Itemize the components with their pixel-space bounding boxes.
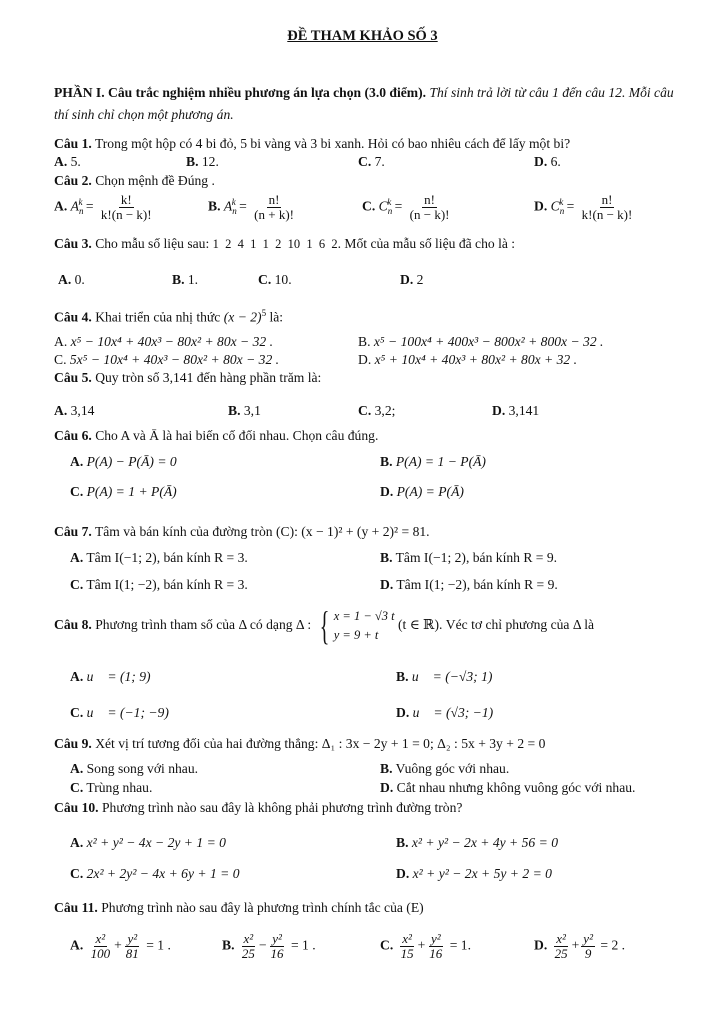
option-key: B. [228, 403, 241, 418]
q2-option-a[interactable]: A. $A_n^k$ = $\frac{k!}{k!(n - k)!}$ [54, 192, 152, 222]
question-label: Câu 7. [54, 524, 92, 539]
q6-option-c[interactable] [70, 484, 177, 500]
option-key: D. [380, 484, 394, 499]
question-tail: . Mốt của mẫu số liệu đã cho là : [337, 236, 516, 251]
option-value: 7. [374, 154, 385, 169]
option-key: B. [380, 454, 393, 469]
fraction: $\frac{\text{y²}}{16}$ [429, 931, 443, 961]
option-key: D. [400, 272, 414, 287]
option-key: D. [380, 577, 394, 592]
option-value: x² + y² − 2x + 5y + 2 = 0 [412, 866, 552, 881]
option-key: D. [380, 780, 394, 795]
option-value: 3,141 [508, 403, 540, 418]
question-5 [54, 370, 321, 386]
q6-option-a[interactable] [70, 454, 177, 470]
option-key: A. [54, 154, 68, 169]
q3-option-c[interactable] [258, 272, 292, 288]
system-line-1: x = 1 − √3 t [333, 609, 395, 623]
option-value: Trùng nhau. [86, 780, 153, 795]
option-value: 3,2; [374, 403, 396, 418]
option-key: D. [492, 403, 506, 418]
q5-option-d[interactable] [492, 403, 539, 419]
option-value: x² + y² − 4x − 2y + 1 = 0 [86, 835, 226, 850]
equation-rhs: = 1 . [290, 937, 316, 953]
option-value: Tâm I(1; −2), bán kính R = 9. [396, 577, 558, 592]
option-key: A. [58, 272, 72, 287]
q2-option-b[interactable]: B. $A_n^k$ = $\frac{n!}{(n + k)!}$ [208, 192, 294, 222]
q7-option-d[interactable] [380, 577, 558, 593]
question-text: Tâm và bán kính của đường tròn (C): (x − 1)² + (y + 2)² = 81. [94, 524, 430, 539]
part1-instruction: Thí sinh trả lời từ câu 1 đến câu 12. Mỗi câu thí sinh chỉ chọn một phương án. [54, 85, 674, 122]
question-label: Câu 2. [54, 173, 92, 188]
binomial-expression: (x − 2) [223, 309, 262, 325]
question-10 [54, 800, 462, 816]
question-text: Cho mẫu số liệu sau: [95, 236, 210, 251]
binomial-exponent: 5 [261, 308, 267, 318]
fraction: $\frac{n!}{(n - k)!}$ [409, 192, 450, 222]
option-key: D. [396, 705, 410, 720]
operator: + [417, 937, 426, 953]
fraction: $\frac{\text{x²}}{15}$ [400, 931, 414, 961]
q9-option-d[interactable] [380, 780, 635, 796]
option-key: A. [70, 835, 84, 850]
question-6 [54, 428, 378, 444]
option-key: D. [396, 866, 410, 881]
parametric-system: { x = 1 − √3 t y = 9 + t [319, 603, 395, 648]
option-key: A. [70, 454, 84, 469]
option-key: B. [208, 198, 221, 214]
option-key: C. [362, 198, 376, 214]
question-8 [54, 603, 595, 648]
q1-option-c[interactable] [358, 154, 385, 170]
question-label: Câu 4. [54, 309, 92, 325]
q11-option-c[interactable] [380, 932, 471, 960]
option-key: D. [358, 352, 372, 367]
option-value: Cắt nhau nhưng không vuông góc với nhau. [396, 780, 636, 795]
question-text: Khai triển của nhị thức [95, 309, 221, 325]
fraction: $\frac{\text{y²}}{16}$ [270, 931, 284, 961]
option-key: A. [70, 550, 84, 565]
equation-rhs: = 1 . [146, 937, 171, 953]
q5-option-a[interactable] [54, 403, 94, 419]
question-11 [54, 900, 424, 916]
option-value: 5. [70, 154, 81, 169]
question-tail: là: [269, 309, 284, 325]
question-label: Câu 3. [54, 236, 92, 251]
option-key: B. [380, 550, 393, 565]
q3-option-b[interactable] [172, 272, 198, 288]
option-key: C. [70, 577, 84, 592]
question-text: Phương trình nào sau đây là phương trình chính tắc của (E) [101, 900, 424, 915]
option-key: D. [534, 154, 548, 169]
question-text: Xét vị trí tương đối của hai đường thẳng: Δ₁ : 3x − 2y + 1 = 0; Δ₂ : 5x + 3y + 2 = 0 [95, 736, 546, 751]
question-text: Phương trình nào sau đây là không phải phương trình đường tròn? [101, 800, 463, 815]
question-9 [54, 736, 545, 752]
q3-option-a[interactable] [58, 272, 85, 288]
question-label: Câu 6. [54, 428, 92, 443]
option-value: u⃗ = (−1; −9) [86, 705, 169, 720]
q8-option-b[interactable] [396, 669, 492, 685]
formula-symbol: C [550, 198, 560, 214]
fraction: $\frac{\text{y²}}{9}$ [583, 931, 593, 961]
q10-option-c[interactable] [70, 866, 240, 882]
question-tail: (t ∈ ℝ). Véc tơ chỉ phương của Δ là [398, 617, 595, 633]
q5-option-c[interactable] [358, 403, 395, 419]
option-value: 0. [74, 272, 85, 287]
question-text: Phương trình tham số của Δ có dạng Δ : [95, 617, 312, 633]
fraction: $\frac{n!}{(n + k)!}$ [254, 192, 294, 222]
option-value: Song song với nhau. [86, 761, 199, 776]
q7-option-b[interactable] [380, 550, 557, 566]
option-key: C. [54, 352, 67, 367]
option-value: P(A) = P(Ā) [396, 484, 464, 499]
option-key: B. [380, 761, 393, 776]
option-value: x² + y² − 2x + 4y + 56 = 0 [411, 835, 558, 850]
option-value: P(A) = 1 + P(Ā) [86, 484, 177, 499]
option-value: 12. [201, 154, 219, 169]
option-value: Vuông góc với nhau. [395, 761, 510, 776]
option-key: A. [54, 334, 68, 349]
q8-option-c[interactable] [70, 705, 169, 721]
q11-option-d[interactable] [534, 932, 625, 960]
q11-option-b[interactable] [222, 932, 316, 960]
q9-option-b[interactable] [380, 761, 509, 777]
option-key: B. [186, 154, 199, 169]
part1-intro [54, 82, 674, 126]
option-key: C. [358, 154, 372, 169]
q3-option-d[interactable] [400, 272, 423, 288]
q4-option-d[interactable] [358, 352, 577, 368]
q8-option-a[interactable] [70, 669, 151, 685]
option-key: C. [70, 780, 84, 795]
option-value: Tâm I(−1; 2), bán kính R = 9. [395, 550, 558, 565]
q5-option-b[interactable] [228, 403, 261, 419]
fraction: $\frac{k!}{k!(n - k)!}$ [100, 192, 152, 222]
question-label: Câu 11. [54, 900, 98, 915]
question-text: Cho A và Ā là hai biến cố đối nhau. Chọn câu đúng. [95, 428, 379, 443]
option-value: 6. [550, 154, 561, 169]
question-label: Câu 1. [54, 136, 92, 151]
q1-option-b[interactable] [186, 154, 219, 170]
q6-option-d[interactable] [380, 484, 464, 500]
question-1 [54, 136, 570, 152]
q4-option-b[interactable] [358, 334, 603, 350]
operator: + [571, 937, 580, 953]
q7-option-a[interactable] [70, 550, 248, 566]
q9-option-a[interactable] [70, 761, 198, 777]
q7-option-c[interactable] [70, 577, 248, 593]
q10-option-a[interactable] [70, 835, 226, 851]
option-value: 1. [187, 272, 199, 287]
option-key: A. [70, 937, 84, 953]
option-key: B. [358, 334, 371, 349]
option-value: Tâm I(−1; 2), bán kính R = 3. [86, 550, 248, 565]
formula-symbol: A [70, 198, 79, 214]
question-text: Trong một hộp có 4 bi đỏ, 5 bi vàng và 3 bi xanh. Hỏi có bao nhiêu cách để lấy một bi? [94, 136, 571, 151]
q2-option-d[interactable]: D. $C_n^k$ = $\frac{n!}{k!(n - k)!}$ [534, 192, 633, 222]
option-key: C. [70, 705, 84, 720]
q10-option-d[interactable] [396, 866, 552, 882]
option-value: x⁵ − 100x⁴ + 400x³ − 800x² + 800x − 32 . [373, 334, 604, 349]
option-key: A. [54, 198, 68, 214]
option-value: 3,14 [70, 403, 95, 418]
option-key: C. [70, 484, 84, 499]
option-key: D. [534, 937, 548, 953]
q1-option-d[interactable] [534, 154, 561, 170]
formula-symbol: A [223, 198, 233, 214]
option-value: u⃗ = (√3; −1) [412, 705, 494, 720]
option-key: A. [70, 669, 84, 684]
fraction: $\frac{\text{y²}}{81}$ [125, 931, 139, 961]
equation-rhs: = 2 . [600, 937, 626, 953]
question-text: Chọn mệnh đề Đúng . [95, 173, 215, 188]
option-value: x⁵ − 10x⁴ + 40x³ − 80x² + 80x − 32 . [70, 334, 274, 349]
question-2 [54, 173, 215, 189]
option-value: P(A) = 1 − P(Ā) [395, 454, 486, 469]
option-key: B. [396, 669, 409, 684]
q11-option-a[interactable] [70, 932, 171, 960]
option-key: C. [380, 937, 394, 953]
q4-option-c[interactable] [54, 352, 279, 368]
fraction: $\frac{\text{x²}}{25}$ [554, 931, 568, 961]
data-sample: 1 2 4 1 1 2 10 1 6 2 [212, 237, 338, 251]
question-label: Câu 10. [54, 800, 99, 815]
q9-option-c[interactable] [70, 780, 152, 796]
option-key: C. [70, 866, 84, 881]
question-label: Câu 5. [54, 370, 92, 385]
option-value: 2 [416, 272, 424, 287]
q8-option-d[interactable] [396, 705, 493, 721]
option-value: 3,1 [243, 403, 261, 418]
option-value: u⃗ = (−√3; 1) [411, 669, 493, 684]
option-key: A. [54, 403, 68, 418]
option-key: B. [172, 272, 185, 287]
option-key: B. [222, 937, 235, 953]
question-4 [54, 308, 283, 326]
q4-option-a[interactable] [54, 334, 273, 350]
fraction: $\frac{\text{x²}}{100}$ [90, 931, 111, 961]
question-text: Quy tròn số 3,141 đến hàng phần trăm là: [95, 370, 322, 385]
formula-symbol: C [378, 198, 388, 214]
option-key: A. [70, 761, 84, 776]
part1-heading: PHẦN I. Câu trắc nghiệm nhiều phương án lựa chọn (3.0 điểm). [54, 85, 427, 100]
option-value: 2x² + 2y² − 4x + 6y + 1 = 0 [86, 866, 240, 881]
option-value: 10. [274, 272, 292, 287]
option-value: x⁵ + 10x⁴ + 40x³ + 80x² + 80x + 32 . [374, 352, 578, 367]
option-value: 5x⁵ − 10x⁴ + 40x³ − 80x² + 80x − 32 . [69, 352, 280, 367]
option-value: Tâm I(1; −2), bán kính R = 3. [86, 577, 248, 592]
option-value: u⃗ = (1; 9) [86, 669, 151, 684]
option-key: B. [396, 835, 409, 850]
option-key: C. [358, 403, 372, 418]
question-label: Câu 9. [54, 736, 92, 751]
q2-option-c[interactable]: C. $C_n^k$ = $\frac{n!}{(n - k)!}$ [362, 192, 450, 222]
system-line-2: y = 9 + t [333, 628, 379, 642]
operator: + [114, 937, 122, 953]
option-key: C. [258, 272, 272, 287]
operator: − [258, 937, 267, 953]
q6-option-b[interactable] [380, 454, 486, 470]
equation-rhs: = 1. [449, 937, 471, 953]
q10-option-b[interactable] [396, 835, 558, 851]
fraction: $\frac{n!}{k!(n - k)!}$ [581, 192, 633, 222]
option-value: P(A) − P(Ā) = 0 [86, 454, 177, 469]
q1-option-a[interactable] [54, 154, 81, 170]
question-3 [54, 236, 515, 252]
question-7 [54, 524, 430, 540]
page-title: ĐỀ THAM KHẢO SỐ 3 [287, 28, 438, 44]
question-label: Câu 8. [54, 617, 92, 633]
option-key: D. [534, 198, 548, 214]
fraction: $\frac{\text{x²}}{25}$ [241, 931, 255, 961]
